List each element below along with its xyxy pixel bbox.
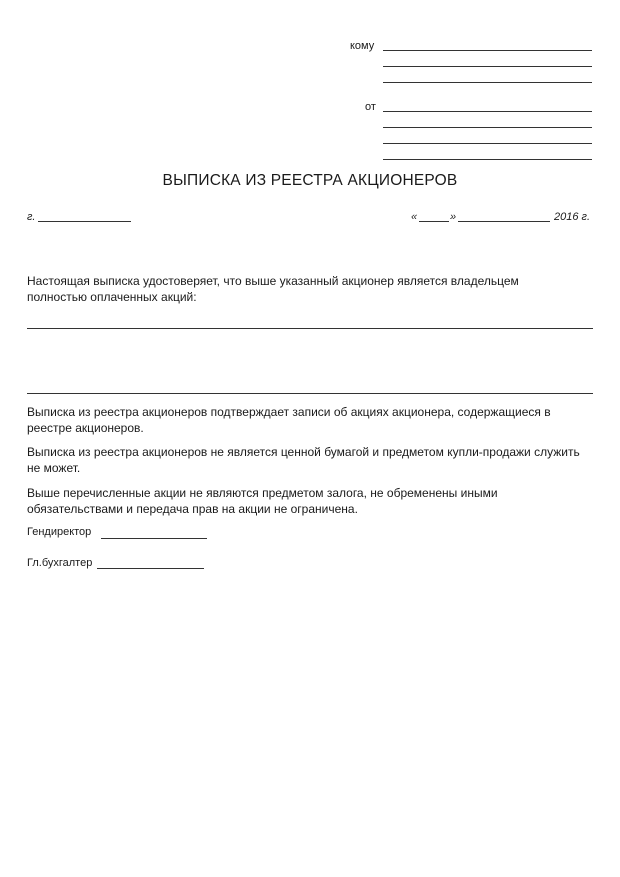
from-line-4[interactable] (383, 159, 592, 160)
shares-line-2[interactable] (27, 393, 593, 394)
quote-open: « (411, 211, 418, 223)
city-prefix: г. (27, 211, 36, 223)
quote-close: » (450, 211, 457, 223)
city-field[interactable] (38, 221, 131, 222)
accountant-label: Гл.бухгалтер (27, 557, 93, 569)
paragraph-not-security: Выписка из реестра акционеров не является ценной бумагой и предметом купли-продажи служить не может. (27, 445, 580, 475)
to-line-3[interactable] (383, 82, 592, 83)
accountant-signature-field[interactable] (97, 568, 204, 569)
shares-line-1[interactable] (27, 328, 593, 329)
document-title: ВЫПИСКА ИЗ РЕЕСТРА АКЦИОНЕРОВ (162, 172, 458, 189)
day-field[interactable] (419, 221, 449, 222)
from-line-1[interactable] (383, 111, 592, 112)
intro-paragraph: Настоящая выписка удостоверяет, что выше указанный акционер является владельцем полностью оплаченных акций: (27, 274, 519, 304)
from-label: от (365, 101, 376, 113)
to-line-1[interactable] (383, 50, 592, 51)
paragraph-register-confirmation: Выписка из реестра акционеров подтверждает записи об акциях акционера, содержащиеся в реестре акционеров. (27, 405, 551, 435)
director-label: Гендиректор (27, 526, 92, 538)
year-suffix: 2016 г. (554, 211, 591, 223)
paragraph-no-encumbrance: Выше перечисленные акции не являются предметом залога, не обременены иными обязательствами и передача прав на акции не ограничена. (27, 486, 498, 516)
month-field[interactable] (458, 221, 550, 222)
to-line-2[interactable] (383, 66, 592, 67)
from-line-2[interactable] (383, 127, 592, 128)
director-signature-field[interactable] (101, 538, 207, 539)
to-label: кому (350, 40, 375, 52)
from-line-3[interactable] (383, 143, 592, 144)
